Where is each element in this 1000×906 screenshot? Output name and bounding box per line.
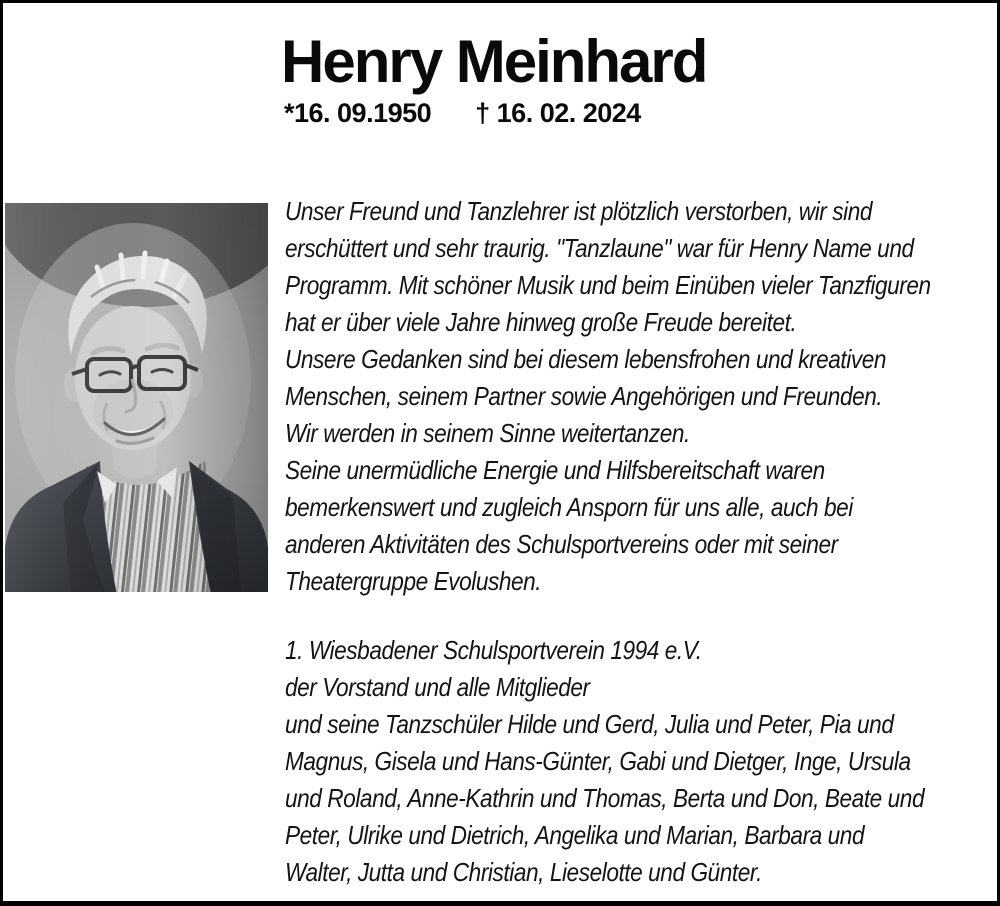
obituary-text: [285, 193, 998, 600]
obituary-line: Unsere Gedanken sind bei diesem lebensfrohen und kreativen: [285, 344, 886, 374]
mourners-line: 1. Wiesbadener Schulsportverein 1994 e.V.: [285, 635, 702, 665]
obituary-line: bemerkenswert und zugleich Ansporn für uns alle, auch bei: [285, 492, 853, 522]
death-date: † 16. 02. 2024: [475, 98, 641, 128]
obituary-line: anderen Aktivitäten des Schulsportvereins oder mit seiner: [285, 529, 838, 559]
life-dates: [284, 98, 641, 129]
obituary-line: Wir werden in seinem Sinne weitertanzen.: [285, 418, 690, 448]
portrait-photo: [5, 203, 268, 592]
obituary-body: [285, 193, 998, 891]
mourners-line: der Vorstand und alle Mitglieder: [285, 672, 590, 702]
obituary-line: Theatergruppe Evolushen.: [285, 566, 542, 596]
photo-vignette: [5, 203, 268, 592]
mourners-line: Magnus, Gisela und Hans-Günter, Gabi und Dietger, Inge, Ursula: [285, 746, 911, 776]
obituary-line: Menschen, seinem Partner sowie Angehörigen und Freunden.: [285, 381, 883, 411]
mourners-line: Walter, Jutta und Christian, Lieselotte und Günter.: [285, 857, 762, 887]
mourners-line: und seine Tanzschüler Hilde und Gerd, Julia und Peter, Pia und: [285, 709, 894, 739]
mourners-text: [285, 632, 998, 891]
paragraph-separator: [285, 600, 998, 632]
obituary-line: Unser Freund und Tanzlehrer ist plötzlich verstorben, wir sind: [285, 196, 872, 226]
mourners-line: und Roland, Anne-Kathrin und Thomas, Berta und Don, Beate und: [285, 783, 925, 813]
deceased-name: Henry Meinhard: [281, 28, 707, 95]
obituary-line: erschüttert und sehr traurig. "Tanzlaune" war für Henry Name und: [285, 233, 914, 263]
portrait-illustration: [5, 203, 268, 592]
mourners-line: Peter, Ulrike und Dietrich, Angelika und Marian, Barbara und: [285, 820, 865, 850]
obituary-line: Seine unermüdliche Energie und Hilfsbereitschaft waren: [285, 455, 825, 485]
obituary-line: Programm. Mit schöner Musik und beim Einüben vieler Tanzfiguren: [285, 270, 931, 300]
obituary-line: hat er über viele Jahre hinweg große Freude bereitet.: [285, 307, 797, 337]
birth-date: *16. 09.1950: [284, 98, 432, 128]
